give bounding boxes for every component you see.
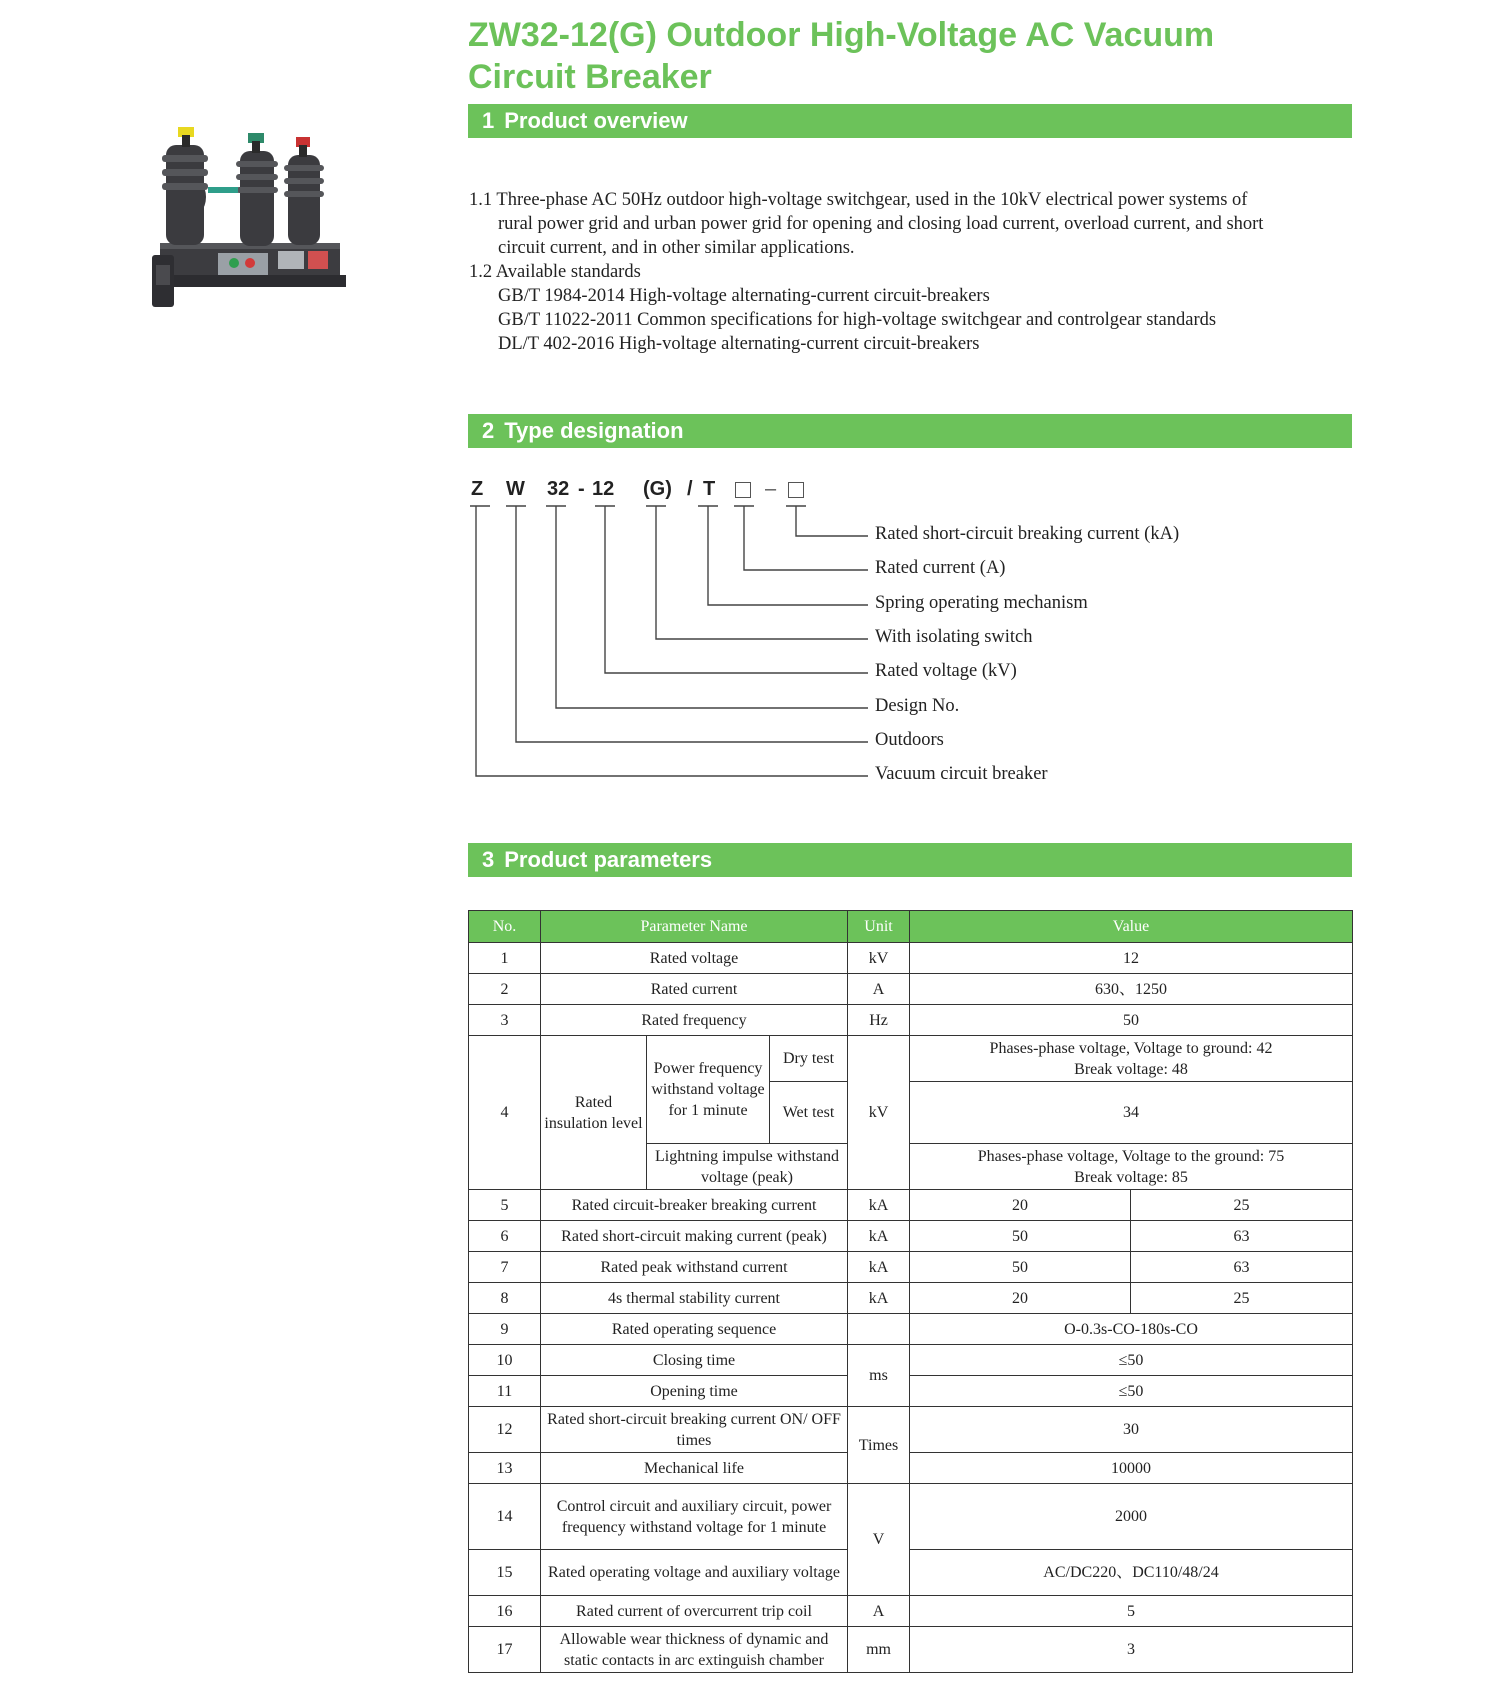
cell-no: 10 (469, 1345, 541, 1376)
cell-no: 11 (469, 1376, 541, 1407)
cell-name: Rated frequency (541, 1005, 848, 1036)
table-row (469, 943, 1353, 974)
table-row (469, 1036, 1353, 1082)
desc-design-no: Design No. (875, 696, 960, 716)
cell-no: 5 (469, 1190, 541, 1221)
table-row (469, 1252, 1353, 1283)
cell-no: 16 (469, 1596, 541, 1627)
lightning-value-line: Break voltage: 85 (1074, 1168, 1188, 1186)
section-number: 3 (482, 847, 495, 872)
product-image (148, 125, 358, 335)
table-row (469, 1484, 1353, 1550)
cell-value: 50 (910, 1252, 1131, 1283)
table-row (469, 1376, 1353, 1407)
code-32: 32 (547, 478, 570, 500)
section-label: Product parameters (504, 847, 713, 872)
cell-no: 6 (469, 1221, 541, 1252)
cell-value: 50 (910, 1221, 1131, 1252)
desc-vacuum-breaker: Vacuum circuit breaker (875, 764, 1048, 784)
section-header-product-overview (468, 104, 1352, 138)
cell-name: Rated operating sequence (541, 1314, 848, 1345)
cell-no: 15 (469, 1550, 541, 1596)
desc-rated-current: Rated current (A) (875, 558, 1006, 578)
section-label: Product overview (504, 108, 688, 133)
cell-value: ≤50 (910, 1376, 1353, 1407)
header-parameter-name: Parameter Name (541, 911, 848, 943)
lightning-value-line: Phases-phase voltage, Voltage to the ground: 75 (977, 1147, 1285, 1165)
cell-no: 1 (469, 943, 541, 974)
header-no: No. (469, 911, 541, 943)
cell-value: 12 (910, 943, 1353, 974)
cell-name: Rated insulation level (541, 1036, 647, 1190)
cell-name: Rated short-circuit breaking current ON/ OFF times (541, 1407, 848, 1453)
desc-breaking-current: Rated short-circuit breaking current (kA) (875, 524, 1180, 544)
cell-no: 13 (469, 1453, 541, 1484)
table-row (469, 1221, 1353, 1252)
cell-value: 630、1250 (910, 974, 1353, 1005)
cell-no: 7 (469, 1252, 541, 1283)
cell-value: ≤50 (910, 1345, 1353, 1376)
overview-line: 1.2 Available standards (469, 262, 641, 282)
cell-name: Allowable wear thickness of dynamic and static contacts in arc extinguish chamber (541, 1627, 848, 1673)
cell-name: Rated operating voltage and auxiliary voltage (541, 1550, 848, 1596)
section-header-product-parameters (468, 843, 1352, 877)
cell-no: 17 (469, 1627, 541, 1673)
code-g: (G) (643, 478, 672, 500)
table-row (469, 1190, 1353, 1221)
table-row (469, 1314, 1353, 1345)
cell-unit: kA (848, 1190, 910, 1221)
table-row (469, 1453, 1353, 1484)
cell-unit: kA (848, 1252, 910, 1283)
standard-item: DL/T 402-2016 High-voltage alternating-current circuit-breakers (498, 334, 980, 354)
cell-no: 3 (469, 1005, 541, 1036)
cell-name: 4s thermal stability current (541, 1283, 848, 1314)
desc-spring-mechanism: Spring operating mechanism (875, 593, 1088, 613)
cell-unit: ms (848, 1345, 910, 1407)
code-w: W (506, 478, 525, 500)
title-line-2: Circuit Breaker (468, 58, 712, 96)
cell-value (910, 1036, 1353, 1082)
cell-value: 20 (910, 1283, 1131, 1314)
cell-unit: V (848, 1484, 910, 1596)
cell-no: 2 (469, 974, 541, 1005)
standard-item: GB/T 1984-2014 High-voltage alternating-current circuit-breakers (498, 286, 990, 306)
cell-value: 25 (1131, 1190, 1353, 1221)
dry-value-line: Phases-phase voltage, Voltage to ground: 42 (989, 1039, 1273, 1057)
code-z: Z (471, 478, 484, 500)
desc-rated-voltage: Rated voltage (kV) (875, 661, 1017, 681)
cell-value: AC/DC220、DC110/48/24 (910, 1550, 1353, 1596)
cell-no: 14 (469, 1484, 541, 1550)
cell-value: 30 (910, 1407, 1353, 1453)
cell-unit: A (848, 1596, 910, 1627)
cell-value: 34 (910, 1082, 1353, 1144)
cell-name: Rated current (541, 974, 848, 1005)
cell-unit: Times (848, 1407, 910, 1484)
cell-value: 2000 (910, 1484, 1353, 1550)
cell-wet-test: Wet test (770, 1082, 848, 1144)
cell-unit: mm (848, 1627, 910, 1673)
parameters-table (468, 910, 1353, 1673)
cell-name: Rated circuit-breaker breaking current (541, 1190, 848, 1221)
cell-no: 8 (469, 1283, 541, 1314)
cell-no: 4 (469, 1036, 541, 1190)
cell-unit: kA (848, 1283, 910, 1314)
title-line-1: ZW32-12(G) Outdoor High-Voltage AC Vacuum (468, 16, 1215, 54)
cell-power-frequency-withstand: Power frequency withstand voltage for 1 minute (647, 1036, 770, 1144)
cell-value: 10000 (910, 1453, 1353, 1484)
section-number: 2 (482, 418, 495, 443)
section-number: 1 (482, 108, 495, 133)
cell-name: Closing time (541, 1345, 848, 1376)
cell-name: Mechanical life (541, 1453, 848, 1484)
cell-name: Opening time (541, 1376, 848, 1407)
overview-line: 1.1 Three-phase AC 50Hz outdoor high-voltage switchgear, used in the 10kV electrical power systems of (469, 190, 1248, 210)
cell-value: 3 (910, 1627, 1353, 1673)
cell-unit: kA (848, 1221, 910, 1252)
cell-value: O-0.3s-CO-180s-CO (910, 1314, 1353, 1345)
cell-unit: A (848, 974, 910, 1005)
cell-value: 63 (1131, 1221, 1353, 1252)
cell-no: 12 (469, 1407, 541, 1453)
table-row (469, 1005, 1353, 1036)
cell-lightning-impulse: Lightning impulse withstand voltage (peak) (647, 1144, 848, 1190)
desc-outdoors: Outdoors (875, 730, 944, 750)
cell-value: 25 (1131, 1283, 1353, 1314)
header-value: Value (910, 911, 1353, 943)
header-unit: Unit (848, 911, 910, 943)
cell-dry-test: Dry test (770, 1036, 848, 1082)
code-dash: - (578, 478, 585, 500)
table-row (469, 1283, 1353, 1314)
table-row (469, 1345, 1353, 1376)
section-header-type-designation (468, 414, 1352, 448)
product-overview-text (469, 188, 1349, 356)
page-title (468, 14, 1368, 98)
code-slash: / (687, 478, 693, 500)
cell-unit: kV (848, 943, 910, 974)
cell-value: 63 (1131, 1252, 1353, 1283)
type-designation-diagram (468, 478, 1348, 798)
cell-name: Rated voltage (541, 943, 848, 974)
table-row (469, 974, 1353, 1005)
standard-item: GB/T 11022-2011 Common specifications for high-voltage switchgear and controlgear standards (498, 310, 1217, 330)
cell-value: 50 (910, 1005, 1353, 1036)
cell-unit (848, 1314, 910, 1345)
table-header-row (469, 911, 1353, 943)
desc-isolating-switch: With isolating switch (875, 627, 1033, 647)
cell-unit: Hz (848, 1005, 910, 1036)
table-row (469, 1596, 1353, 1627)
cell-no: 9 (469, 1314, 541, 1345)
table-row (469, 1627, 1353, 1673)
code-dash-2: – (765, 478, 777, 500)
code-t: T (703, 478, 716, 500)
table-row (469, 1407, 1353, 1453)
cell-name: Rated current of overcurrent trip coil (541, 1596, 848, 1627)
section-label: Type designation (504, 418, 684, 443)
circuit-breaker-illustration (148, 125, 358, 335)
overview-line: rural power grid and urban power grid for opening and closing load current, overload current, and short (498, 214, 1264, 234)
cell-value (910, 1144, 1353, 1190)
cell-value: 20 (910, 1190, 1131, 1221)
cell-name: Rated short-circuit making current (peak) (541, 1221, 848, 1252)
table-row (469, 1550, 1353, 1596)
overview-line: circuit current, and in other similar applications. (498, 238, 855, 258)
cell-value: 5 (910, 1596, 1353, 1627)
dry-value-line: Break voltage: 48 (1074, 1060, 1188, 1078)
cell-name: Control circuit and auxiliary circuit, power frequency withstand voltage for 1 minute (541, 1484, 848, 1550)
cell-name: Rated peak withstand current (541, 1252, 848, 1283)
code-12: 12 (592, 478, 615, 500)
cell-unit: kV (848, 1036, 910, 1190)
